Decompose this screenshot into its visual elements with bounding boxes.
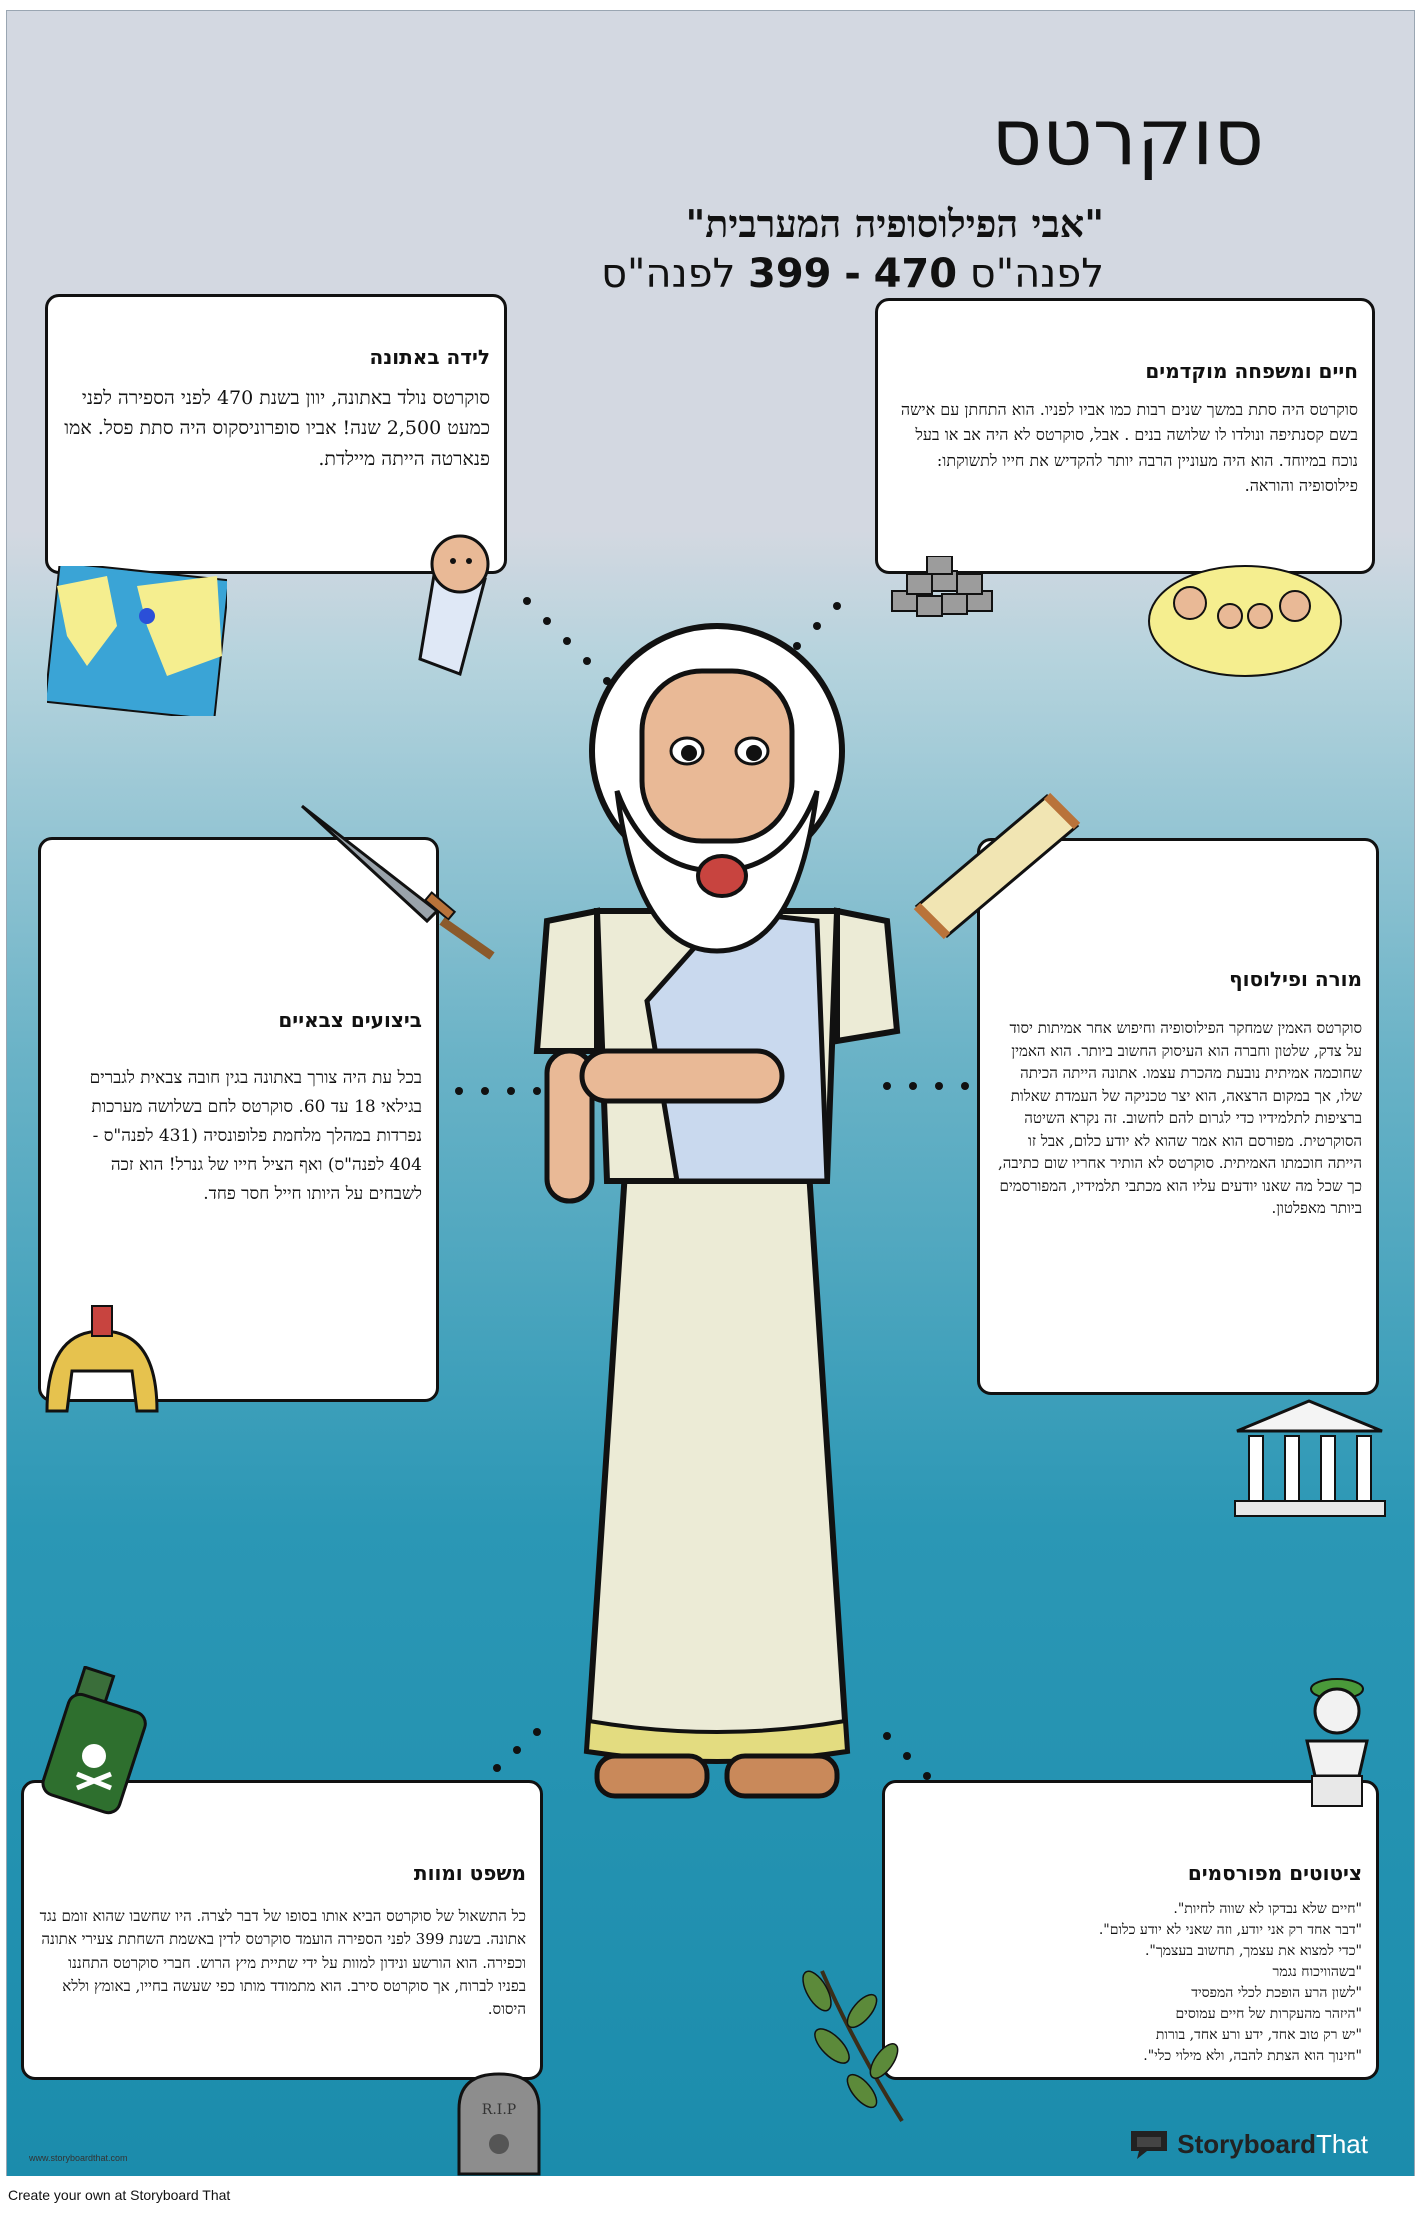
quote-item: "חיים שלא נבדקו לא שווה לחיות". xyxy=(1173,1901,1362,1917)
quote-item: "חינוך הוא הצתת להבה, ולא מילוי כלי". xyxy=(1143,2048,1362,2064)
quote-item: "היזהר מהעקרות של חיים עמוסים xyxy=(1175,2006,1362,2022)
footer-link[interactable]: Create your own at Storyboard That xyxy=(8,2187,231,2203)
date-start-suffix: לפנה"ס xyxy=(969,251,1104,297)
quote-item: "כדי למצוא את עצמך, תחשוב בעצמך". xyxy=(1144,1943,1362,1959)
page-title: סוקרטס xyxy=(991,93,1264,183)
brand-part1: Storyboard xyxy=(1177,2128,1316,2159)
card-body: סוקרטס היה סתת במשך שנים רבות כמו אביו לפניו. הוא התחתן עם אישה בשם קסנתיפה ונולדו לו שלושה בנים . אבל, סוקרטס לא היה אב או בעל נוכח במיוחד. הוא היה מעוניין הרבה יותר להקדיש את חייו לתשוקתו: פילוסופיה והוראה. xyxy=(900,400,1358,495)
temple-icon xyxy=(1227,1396,1392,1521)
quote-item: "יש רק טוב אחד, ידע ורע אחד, בורות xyxy=(1155,2027,1362,2043)
stone-blocks-icon xyxy=(887,556,1002,626)
greece-map-icon xyxy=(47,566,227,716)
card-family xyxy=(875,298,1375,574)
card-body: בכל עת היה צורך באתונה בגין חובה צבאית לגברים בגילאי 18 עד 60. סוקרטס לחם בשלושה מערכות נפרדות במהלך מלחמת פלופונסיה (431 לפנה"ס - 404 לפנה"ס) ואף הציל חייו של גנרל! הוא זכה לשבחים על היותו חייל חסר פחד. xyxy=(89,1068,422,1204)
helmet-icon xyxy=(37,1301,167,1431)
brand-name xyxy=(1177,2129,1368,2160)
scroll-icon xyxy=(897,776,1097,946)
brand-part2: That xyxy=(1315,2128,1368,2159)
card-heading: משפט ומוות xyxy=(413,1861,526,1885)
date-separator: - xyxy=(844,251,861,297)
olive-branch-icon xyxy=(792,1961,922,2131)
socrates-figure-illustration xyxy=(527,621,907,1931)
gravestone-icon xyxy=(454,2069,544,2177)
card-body: כל התשאול של סוקרטס הביא אותו בסופו של דבר לצרה. היו שחשבו שהוא זומם נגד אתונה. בשנת 399 לפני הספירה הועמד סוקרטס לדין באשמת השחתת צעירי אתונה וכפירה. הוא הורשע ונידון למוות על ידי שתיית מיץ הרוש. חברי סוקרטס התחננו בפניו לברוח, אך סוקרטס סירב. הוא מתמודד מותו כפי שעשה בחייו, באומץ וללא היסוס. xyxy=(39,1907,526,2018)
gravestone-text: R.I.P xyxy=(481,2102,517,2118)
quote-item: "דבר אחד רק אני יודע, וזה שאני לא יודע כלום". xyxy=(1098,1922,1362,1938)
card-body: סוקרטס נולד באתונה, יוון בשנת 470 לפני הספירה לפני כמעט 2,500 שנה! אביו סופרוניסקוס היה סתת פסל. אמו פנארטה הייתה מיילדת. xyxy=(64,387,490,470)
card-body: סוקרטס האמין שמחקר הפילוסופיה וחיפוש אחר אמיתות יסוד על צדק, שלטון וחברה הוא העיסוק החשוב ביותר. הוא האמין שחוכמה אמיתית נובעת מהכרת עצמו. אתונה הייתה הכיתה שלו, אך במקום הרצאה, הוא יצר טכניקה של העמדת שאלות ברציפות לתלמידיו כדי לגרום להם לחשוב. זה נקרא השיטה הסוקרטית. מפורסם הוא אמר שהוא לא יודע כלום, אבל זו הייתה חוכמתו האמיתית. סוקרטס לא הותיר אחריו שום כתיבה, כך שכל מה שאנו יודעים עליו הוא מכתבי תלמידיו, המפורסמים ביותר מאפלטון. xyxy=(998,1019,1362,1217)
sword-icon xyxy=(297,801,507,961)
card-heading: לידה באתונה xyxy=(369,345,490,369)
storyboardthat-logo xyxy=(1127,2127,1368,2161)
family-icon xyxy=(1145,561,1345,681)
quote-item: "בשהוויכוח נגמר xyxy=(1272,1964,1362,1980)
quotes-list xyxy=(899,1899,1362,2067)
baby-icon xyxy=(415,529,495,679)
card-heading: ביצועים צבאיים xyxy=(278,1008,422,1032)
card-quotes xyxy=(882,1780,1379,2080)
card-heading: מורה ופילוסוף xyxy=(1229,967,1362,991)
date-end: 399 xyxy=(748,251,832,297)
card-heading: חיים ומשפחה מוקדמים xyxy=(1145,359,1358,383)
quote-item: "לשון הרע הופכת לכלי המפסיד xyxy=(1191,1985,1362,2001)
small-url: www.storyboardthat.com xyxy=(29,2153,128,2163)
speech-bubble-icon xyxy=(1127,2127,1171,2161)
date-start: 470 xyxy=(873,251,958,297)
date-end-suffix: לפנה"ס xyxy=(601,251,736,297)
poison-bottle-icon xyxy=(39,1666,149,1816)
card-trial xyxy=(21,1780,543,2080)
bust-statue-icon xyxy=(1297,1671,1377,1811)
poster xyxy=(6,10,1415,2178)
card-heading: ציטוטים מפורסמים xyxy=(1187,1861,1362,1885)
page-subtitle: "אבי הפילוסופיה המערבית" xyxy=(685,201,1104,246)
